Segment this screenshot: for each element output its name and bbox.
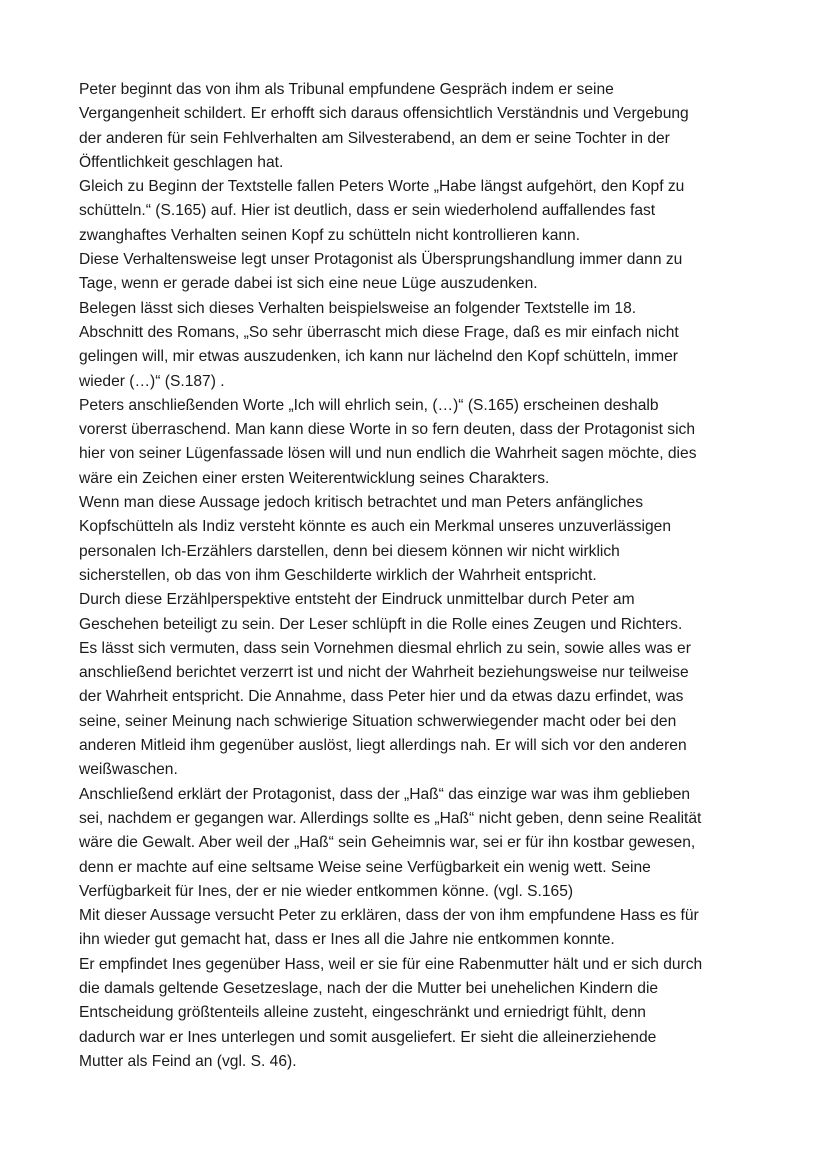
text-line: hier von seiner Lügenfassade lösen will und nun endlich die Wahrheit sagen möchte, dies: [79, 445, 697, 463]
text-line: der anderen für sein Fehlverhalten am Silvesterabend, an dem er seine Tochter in der: [79, 129, 670, 147]
text-line: denn er machte auf eine seltsame Weise seine Verfügbarkeit ein wenig wett. Seine: [79, 858, 651, 876]
text-line: Vergangenheit schildert. Er erhofft sich daraus offensichtlich Verständnis und Vergebung: [79, 105, 689, 123]
text-line: wieder (…)“ (S.187) .: [79, 372, 225, 390]
text-line: Geschehen beteiligt zu sein. Der Leser schlüpft in die Rolle eines Zeugen und Richters.: [79, 615, 683, 633]
text-line: Mutter als Feind an (vgl. S. 46).: [79, 1052, 297, 1070]
text-line: Es lässt sich vermuten, dass sein Vornehmen diesmal ehrlich zu sein, sowie alles was er: [79, 639, 691, 657]
text-line: die damals geltende Gesetzeslage, nach der die Mutter bei unehelichen Kindern die: [79, 979, 659, 997]
text-line: sei, nachdem er gegangen war. Allerdings sollte es „Haß“ nicht geben, denn seine Realität: [79, 809, 702, 827]
text-line: dadurch war er Ines unterlegen und somit ausgeliefert. Er sieht die alleinerziehende: [79, 1028, 657, 1046]
text-line: Durch diese Erzählperspektive entsteht der Eindruck unmittelbar durch Peter am: [79, 591, 635, 609]
text-line: Verfügbarkeit für Ines, der er nie wieder entkommen könne. (vgl. S.165): [79, 882, 574, 900]
text-line: Peter beginnt das von ihm als Tribunal empfundene Gespräch indem er seine: [79, 81, 614, 98]
text-line: Er empfindet Ines gegenüber Hass, weil er sie für eine Rabenmutter hält und er sich durch: [79, 955, 703, 973]
text-line: Öffentlichkeit geschlagen hat.: [79, 153, 284, 171]
text-line: der Wahrheit entspricht. Die Annahme, dass Peter hier und da etwas dazu erfindet, was: [79, 688, 684, 706]
text-line: Tage, wenn er gerade dabei ist sich eine neue Lüge auszudenken.: [79, 275, 538, 293]
text-line: Belegen lässt sich dieses Verhalten beispielsweise an folgender Textstelle im 18.: [79, 299, 637, 317]
text-line: Kopfschütteln als Indiz versteht könnte es auch ein Merkmal unseres unzuverlässigen: [79, 518, 672, 536]
text-line: Entscheidung größtenteils alleine zusteht, eingeschränkt und erniedrigt fühlt, denn: [79, 1004, 646, 1022]
text-line: seine, seiner Meinung nach schwierige Situation schwerwiegender macht oder bei den: [79, 712, 677, 730]
text-line: schütteln.“ (S.165) auf. Hier ist deutlich, dass er sein wiederholend auffallendes fast: [79, 202, 656, 220]
text-line: vorerst überraschend. Man kann diese Worte in so fern deuten, dass der Protagonist sich: [79, 421, 695, 439]
text-line: Wenn man diese Aussage jedoch kritisch betrachtet und man Peters anfängliches: [79, 494, 644, 512]
text-line: personalen Ich-Erzählers darstellen, denn bei diesem können wir nicht wirklich: [79, 542, 620, 560]
text-line: gelingen will, mir etwas auszudenken, ich kann nur lächelnd den Kopf schütteln, immer: [79, 348, 678, 366]
text-line: ihn wieder gut gemacht hat, dass er Ines all die Jahre nie entkommen konnte.: [79, 931, 615, 949]
text-line: weißwaschen.: [79, 761, 178, 779]
text-line: Peters anschließenden Worte „Ich will ehrlich sein, (…)“ (S.165) erscheinen deshalb: [79, 396, 659, 414]
text-line: Gleich zu Beginn der Textstelle fallen Peters Worte „Habe längst aufgehört, den Kopf zu: [79, 178, 685, 196]
text-line: Abschnitt des Romans, „So sehr überrascht mich diese Frage, daß es mir einfach nicht: [79, 323, 679, 341]
text-line: Diese Verhaltensweise legt unser Protagonist als Übersprungshandlung immer dann zu: [79, 251, 683, 269]
text-line: anschließend berichtet verzerrt ist und nicht der Wahrheit beziehungsweise nur teilweise: [79, 664, 689, 682]
text-line: zwanghaftes Verhalten seinen Kopf zu schütteln nicht kontrollieren kann.: [79, 226, 581, 244]
text-line: wäre ein Zeichen einer ersten Weiterentwicklung seines Charakters.: [79, 469, 550, 487]
text-line: wäre die Gewalt. Aber weil der „Haß“ sein Geheimnis war, sei er für ihn kostbar gewesen,: [79, 834, 696, 852]
text-line: Mit dieser Aussage versucht Peter zu erklären, dass der von ihm empfundene Hass es für: [79, 907, 699, 925]
document-body: [79, 78, 759, 1074]
text-line: sicherstellen, ob das von ihm Geschilderte wirklich der Wahrheit entspricht.: [79, 566, 597, 584]
text-line: anderen Mitleid ihm gegenüber auslöst, liegt allerdings nah. Er will sich vor den anderen: [79, 737, 687, 755]
text-line: Anschließend erklärt der Protagonist, dass der „Haß“ das einzige war was ihm geblieben: [79, 785, 691, 803]
